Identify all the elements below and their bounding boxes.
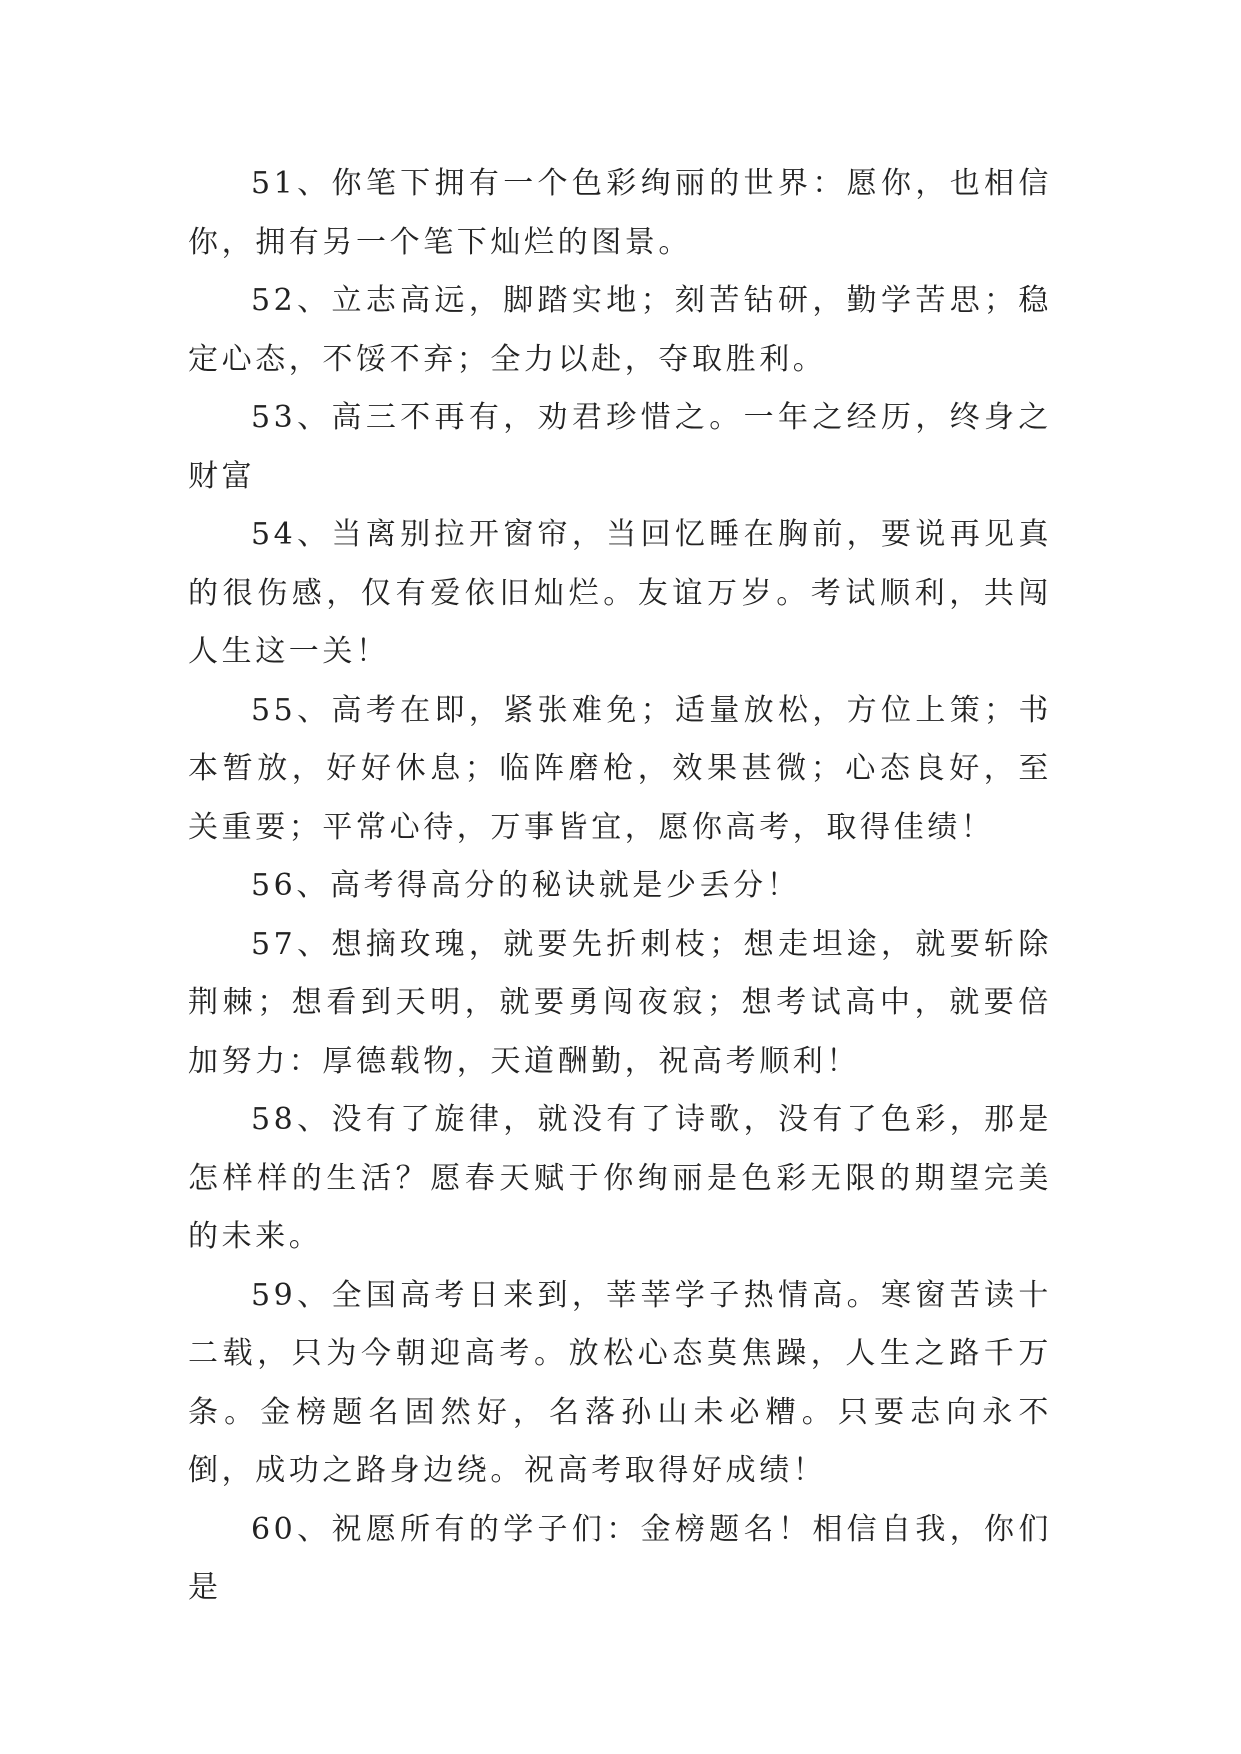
paragraph-57: 57、想摘玫瑰，就要先折刺枝；想走坦途，就要斩除荆棘；想看到天明，就要勇闯夜寂；想考试高中，就要倍加努力：厚德载物，天道酬勤，祝高考顺利！ bbox=[188, 926, 1052, 1079]
paragraph-51: 51、你笔下拥有一个色彩绚丽的世界：愿你，也相信你，拥有另一个笔下灿烂的图景。 bbox=[188, 166, 1052, 260]
paragraph-59: 59、全国高考日来到，莘莘学子热情高。寒窗苦读十二载，只为今朝迎高考。放松心态莫焦躁，人生之路千万条。金榜题名固然好，名落孙山未必糟。只要志向永不倒，成功之路身边绕。祝高考取得好成绩！ bbox=[188, 1277, 1052, 1488]
document-body bbox=[188, 155, 1052, 1618]
paragraph-55: 55、高考在即，紧张难免；适量放松，方位上策；书本暂放，好好休息；临阵磨枪，效果甚微；心态良好，至关重要；平常心待，万事皆宜，愿你高考，取得佳绩！ bbox=[188, 692, 1052, 845]
paragraph-56: 56、高考得高分的秘诀就是少丢分！ bbox=[251, 868, 801, 903]
paragraph-60: 60、祝愿所有的学子们：金榜题名！相信自我，你们是 bbox=[188, 1511, 1052, 1605]
paragraph-52: 52、立志高远，脚踏实地；刻苦钻研，勤学苦思；稳定心态，不馁不弃；全力以赴，夺取胜利。 bbox=[188, 283, 1052, 377]
paragraph-58: 58、没有了旋律，就没有了诗歌，没有了色彩，那是怎样样的生活？愿春天赋于你绚丽是色彩无限的期望完美的未来。 bbox=[188, 1102, 1052, 1254]
paragraph-53: 53、高三不再有，劝君珍惜之。一年之经历，终身之财富 bbox=[188, 400, 1052, 494]
paragraph-54: 54、当离别拉开窗帘，当回忆睡在胸前，要说再见真的很伤感，仅有爱依旧灿烂。友谊万岁。考试顺利，共闯人生这一关！ bbox=[188, 517, 1052, 669]
